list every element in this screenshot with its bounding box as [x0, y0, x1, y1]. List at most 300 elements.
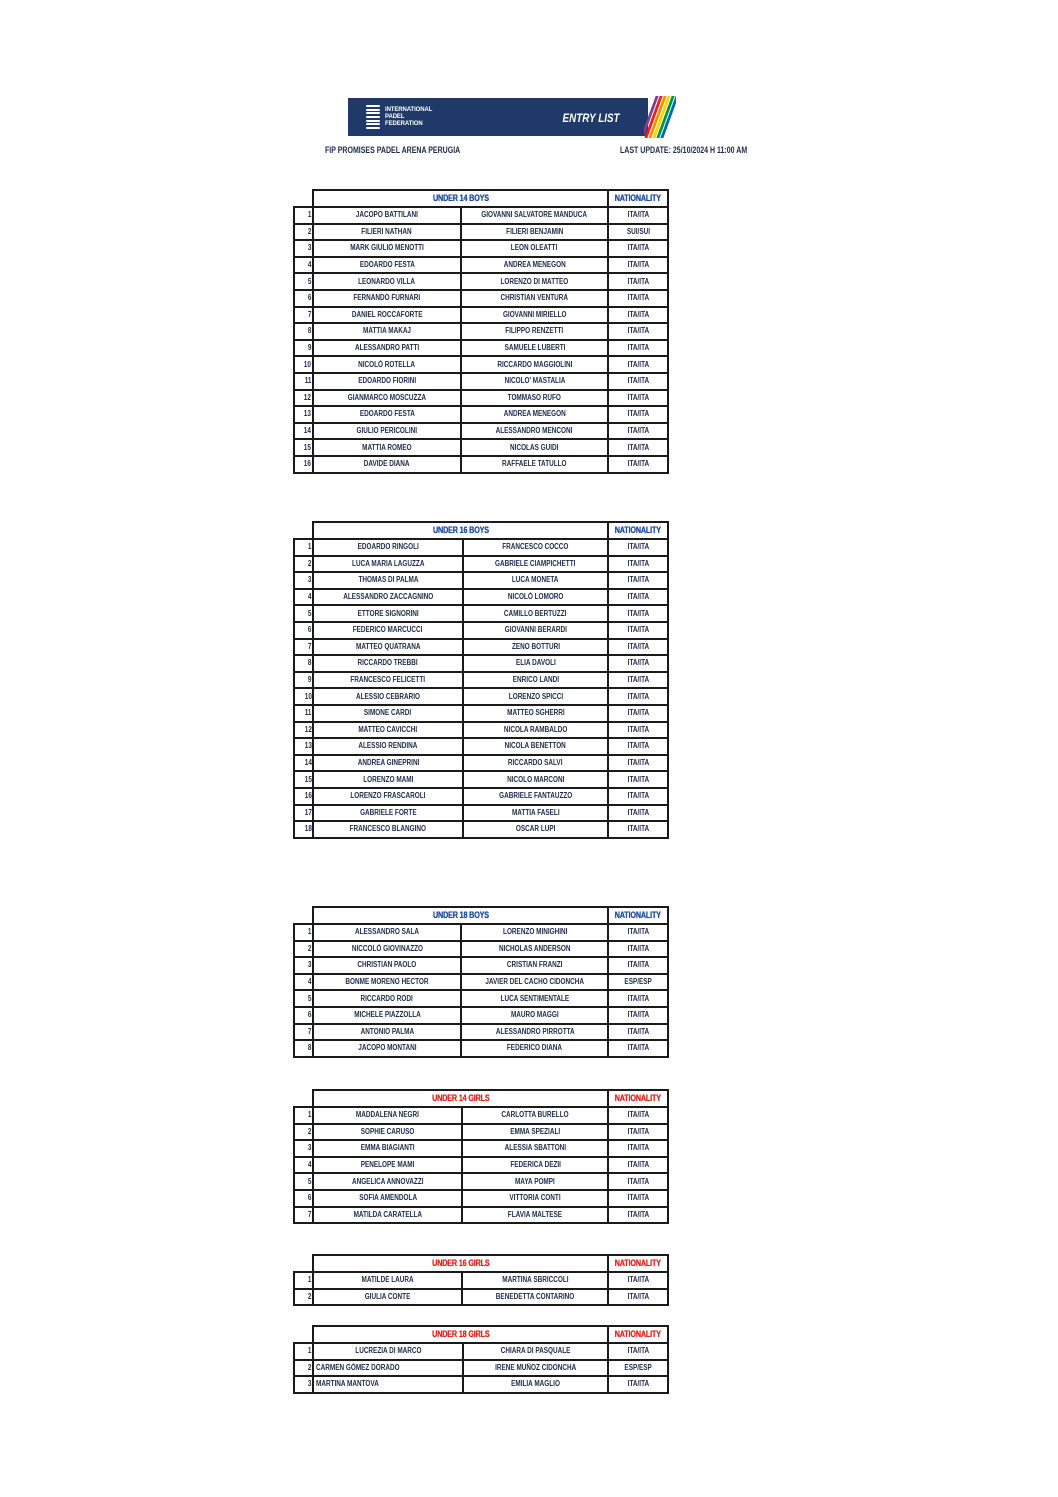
nationality: ITA/ITA — [627, 442, 649, 452]
player-2: FILIERI BENJAMIN — [505, 226, 564, 236]
player-2-cell — [462, 1190, 608, 1207]
player-1-cell — [313, 821, 462, 838]
nationality: ITA/ITA — [627, 608, 649, 618]
player-2: LUCA MONETA — [512, 575, 559, 585]
player-2-cell — [461, 257, 609, 274]
player-2-cell — [463, 556, 609, 573]
row-number-cell — [294, 1107, 313, 1124]
player-1: NICOLÒ ROTELLA — [358, 359, 416, 369]
entry-table-under-14-girls — [293, 1089, 669, 1224]
player-1-cell — [313, 273, 460, 290]
player-2: GIOVANNI MIRIELLO — [502, 309, 567, 319]
nationality-cell — [608, 1107, 668, 1124]
table-row — [294, 323, 668, 340]
nationality: ITA/ITA — [627, 1379, 649, 1389]
player-2: MATTIA FASELI — [511, 807, 560, 817]
nationality-cell — [608, 1007, 668, 1024]
player-2: FILIPPO RENZETTI — [505, 326, 564, 336]
player-1: LEONARDO VILLA — [358, 276, 416, 286]
player-1: ALESSIO RENDINA — [358, 741, 418, 751]
org-line-3: FEDERATION — [385, 120, 423, 127]
nationality-cell — [608, 390, 668, 407]
row-number: 2 — [307, 1291, 312, 1301]
player-1-cell — [313, 805, 462, 822]
row-number: 10 — [304, 359, 312, 369]
table-row — [294, 1343, 668, 1360]
row-number: 7 — [307, 309, 312, 319]
player-2: MAURO MAGGI — [510, 1010, 559, 1020]
table-row — [294, 788, 668, 805]
player-2-cell — [463, 688, 609, 705]
player-1: FRANCESCO FELICETTI — [350, 675, 426, 685]
row-number-cell — [294, 974, 313, 991]
player-2-cell — [462, 1207, 608, 1224]
player-2: GABRIELE FANTAUZZO — [498, 791, 573, 801]
player-2: GIOVANNI SALVATORE MANDUCA — [481, 210, 588, 220]
player-2: NICOLAS GUIDI — [510, 442, 559, 452]
category-title — [313, 190, 608, 207]
player-2-cell — [461, 941, 608, 958]
nationality: ESP/ESP — [624, 977, 652, 987]
table-row — [294, 990, 668, 1007]
player-2-cell — [463, 1376, 608, 1393]
nationality-cell — [608, 672, 668, 689]
row-number-cell — [294, 390, 313, 407]
row-number-cell — [294, 1124, 313, 1141]
category-title — [313, 907, 608, 924]
nationality-cell — [608, 1140, 668, 1157]
color-stripes-decoration — [644, 96, 676, 138]
player-2-cell — [463, 788, 609, 805]
player-1-cell — [313, 406, 460, 423]
player-1-cell — [313, 1040, 461, 1057]
table-row — [294, 1157, 668, 1174]
nationality: ITA/ITA — [627, 409, 649, 419]
table-row — [294, 273, 668, 290]
player-1-cell — [313, 456, 460, 473]
nationality: ITA/ITA — [627, 691, 649, 701]
nationality-header-text: NATIONALITY — [615, 525, 662, 535]
nationality-cell — [608, 572, 668, 589]
player-1-cell — [313, 1157, 462, 1174]
nationality: ITA/ITA — [627, 791, 649, 801]
nationality: SUI/SUI — [626, 226, 650, 236]
player-1-cell — [313, 688, 462, 705]
row-number: 4 — [307, 592, 312, 602]
row-number: 8 — [307, 1043, 311, 1053]
header-blank-cell — [294, 1326, 313, 1343]
table-row — [294, 390, 668, 407]
nationality-cell — [608, 456, 668, 473]
nationality-cell — [608, 771, 668, 788]
player-1-cell — [313, 1140, 462, 1157]
row-number-cell — [294, 273, 313, 290]
player-1-cell — [313, 1173, 462, 1190]
row-number-cell — [294, 257, 313, 274]
nationality-cell — [608, 1024, 668, 1041]
nationality: ITA/ITA — [627, 575, 649, 585]
player-1: ETTORE SIGNORINI — [357, 608, 419, 618]
player-1: FEDERICO MARCUCCI — [353, 625, 423, 635]
player-1-cell — [313, 941, 461, 958]
nationality: ITA/ITA — [627, 309, 649, 319]
player-1-cell — [313, 207, 460, 224]
nationality-cell — [608, 307, 668, 324]
nationality-cell — [608, 738, 668, 755]
row-number-cell — [294, 439, 313, 456]
nationality-cell — [608, 207, 668, 224]
player-2: LORENZO MINIGHINI — [502, 927, 567, 937]
player-2-cell — [463, 639, 609, 656]
player-2: LEON OLEATTI — [511, 243, 558, 253]
row-number: 2 — [307, 1362, 311, 1372]
row-number-cell — [294, 957, 313, 974]
player-1-cell — [313, 390, 460, 407]
nationality: ITA/ITA — [627, 927, 649, 937]
player-1-cell — [313, 755, 462, 772]
player-1-cell — [313, 323, 460, 340]
nationality-header-text: NATIONALITY — [615, 1093, 662, 1103]
nationality-cell — [608, 589, 668, 606]
row-number-cell — [294, 722, 313, 739]
row-number-cell — [294, 990, 313, 1007]
table-row — [294, 941, 668, 958]
category-title — [313, 1326, 608, 1343]
nationality-cell — [608, 257, 668, 274]
player-1: ANGELICA ANNOVAZZI — [352, 1176, 424, 1186]
row-number: 8 — [307, 326, 312, 336]
player-1-cell — [313, 639, 462, 656]
player-2-cell — [462, 1157, 608, 1174]
player-2: LORENZO DI MATTEO — [500, 276, 569, 286]
player-2: RAFFAELE TATULLO — [502, 459, 567, 469]
header-blank-cell — [294, 522, 313, 539]
player-2: GIOVANNI BERARDI — [504, 625, 567, 635]
header-blank-cell — [294, 1090, 313, 1107]
nationality-cell — [608, 821, 668, 838]
player-1-cell — [313, 307, 460, 324]
row-number: 8 — [307, 658, 312, 668]
table-row — [294, 1173, 668, 1190]
table-header-row — [294, 1090, 668, 1107]
table-row — [294, 672, 668, 689]
player-1: MARK GIULIO MENOTTI — [350, 243, 424, 253]
header-blank-cell — [294, 1255, 313, 1272]
row-number-cell — [294, 821, 313, 838]
player-2-cell — [461, 224, 609, 241]
player-1: FILIERI NATHAN — [361, 226, 413, 236]
nationality-cell — [608, 1343, 668, 1360]
nationality-header — [608, 522, 668, 539]
nationality: ITA/ITA — [627, 1160, 649, 1170]
nationality-cell — [608, 1124, 668, 1141]
player-1: JACOPO BATTILANI — [355, 210, 419, 220]
nationality-cell — [608, 240, 668, 257]
table-row — [294, 957, 668, 974]
table-row — [294, 821, 668, 838]
row-number-cell — [294, 1040, 313, 1057]
player-1-cell — [313, 672, 462, 689]
table-row — [294, 406, 668, 423]
table-row — [294, 688, 668, 705]
nationality-cell — [608, 788, 668, 805]
player-2-cell — [461, 974, 608, 991]
table-row — [294, 207, 668, 224]
player-1: NICCOLÒ GIOVINAZZO — [351, 943, 423, 953]
table-row — [294, 1376, 668, 1393]
row-number: 15 — [304, 442, 312, 452]
player-2: CHRISTIAN VENTURA — [500, 293, 569, 303]
nationality-header — [608, 907, 668, 924]
player-1-cell — [313, 1190, 462, 1207]
nationality-cell — [608, 539, 668, 556]
row-number: 14 — [304, 426, 312, 436]
nationality: ITA/ITA — [627, 641, 649, 651]
table-row — [294, 605, 668, 622]
row-number-cell — [294, 224, 313, 241]
row-number: 5 — [307, 276, 312, 286]
nationality: ITA/ITA — [627, 824, 649, 834]
nationality: ITA/ITA — [627, 774, 649, 784]
player-1-cell — [313, 1024, 461, 1041]
player-1-cell — [313, 240, 460, 257]
player-1: GIULIO PERICOLINI — [356, 426, 418, 436]
row-number-cell — [294, 240, 313, 257]
player-2-cell — [463, 572, 609, 589]
player-2: MAYA POMPI — [515, 1176, 556, 1186]
player-2: CAMILLO BERTUZZI — [504, 608, 567, 618]
player-2-cell — [461, 273, 609, 290]
nationality-cell — [608, 688, 668, 705]
player-1: CHRISTIAN PAOLO — [357, 960, 417, 970]
nationality-cell — [608, 439, 668, 456]
table-row — [294, 1007, 668, 1024]
table-header-row — [294, 907, 668, 924]
table-header-row — [294, 190, 668, 207]
player-2: NICHOLAS ANDERSON — [499, 943, 571, 953]
player-1: ANTONIO PALMA — [360, 1026, 414, 1036]
row-number-cell — [294, 941, 313, 958]
table-row — [294, 1360, 668, 1377]
row-number: 6 — [307, 293, 312, 303]
nationality-cell — [608, 655, 668, 672]
table-row — [294, 456, 668, 473]
row-number-cell — [294, 356, 313, 373]
player-1-cell — [313, 990, 461, 1007]
row-number-cell — [294, 705, 313, 722]
nationality: ITA/ITA — [627, 960, 649, 970]
player-2-cell — [461, 439, 609, 456]
player-1-cell — [313, 738, 462, 755]
player-2-cell — [461, 1007, 608, 1024]
tournament-name: FIP PROMISES PADEL ARENA PERUGIA — [325, 145, 461, 155]
player-2-cell — [461, 356, 609, 373]
nationality: ITA/ITA — [627, 243, 649, 253]
player-2-cell — [463, 805, 609, 822]
player-2-cell — [461, 373, 609, 390]
category-title-text: UNDER 18 BOYS — [432, 910, 489, 920]
player-1: RICCARDO TREBBI — [357, 658, 419, 668]
row-number: 12 — [304, 724, 312, 734]
player-1: EMMA BIAGIANTI — [360, 1143, 415, 1153]
nationality: ITA/ITA — [627, 1043, 649, 1053]
player-2: NICOLA BENETTON — [504, 741, 567, 751]
player-1: ALESSIO CEBRARIO — [356, 691, 421, 701]
row-number: 1 — [307, 1275, 312, 1285]
player-1-cell — [313, 1376, 463, 1393]
table-row — [294, 1272, 668, 1289]
table-row — [294, 307, 668, 324]
nationality-cell — [608, 356, 668, 373]
entry-list-banner — [348, 96, 676, 138]
table-row — [294, 290, 668, 307]
org-line-2: PADEL — [385, 113, 405, 120]
row-number-cell — [294, 556, 313, 573]
nationality-header-text: NATIONALITY — [615, 1258, 662, 1268]
row-number: 16 — [304, 459, 312, 469]
player-2-cell — [461, 456, 609, 473]
table-row — [294, 439, 668, 456]
table-row — [294, 722, 668, 739]
player-1: MARTINA MANTOVA — [315, 1379, 379, 1389]
nationality: ITA/ITA — [627, 724, 649, 734]
player-1-cell — [313, 1207, 462, 1224]
player-1: MATILDE LAURA — [361, 1275, 414, 1285]
row-number: 2 — [307, 226, 312, 236]
category-title-text: UNDER 14 BOYS — [432, 193, 489, 203]
player-1-cell — [313, 605, 462, 622]
player-2: RICCARDO MAGGIOLINI — [496, 359, 573, 369]
table-row — [294, 572, 668, 589]
entry-table-under-18-boys — [293, 906, 669, 1058]
nationality-cell — [608, 224, 668, 241]
player-1: DANIEL ROCCAFORTE — [351, 309, 423, 319]
row-number-cell — [294, 340, 313, 357]
player-1: MATTIA MAKAJ — [362, 326, 411, 336]
nationality: ITA/ITA — [627, 625, 649, 635]
player-1: DAVIDE DIANA — [364, 459, 410, 469]
nationality: ITA/ITA — [627, 260, 649, 270]
row-number-cell — [294, 323, 313, 340]
player-1: MADDALENA NEGRI — [356, 1110, 420, 1120]
player-2-cell — [461, 340, 609, 357]
player-2: MATTEO SGHERRI — [506, 708, 565, 718]
nationality-cell — [608, 705, 668, 722]
row-number-cell — [294, 373, 313, 390]
player-2: GABRIELE CIAMPICHETTI — [495, 558, 576, 568]
player-1: LUCREZIA DI MARCO — [354, 1346, 422, 1356]
row-number: 1 — [307, 1110, 312, 1120]
row-number: 3 — [307, 1143, 312, 1153]
nationality: ITA/ITA — [627, 376, 649, 386]
player-1: GIULIA CONTE — [364, 1291, 411, 1301]
player-2-cell — [463, 622, 609, 639]
player-1: EDOARDO FESTA — [359, 260, 415, 270]
player-1: RICCARDO RODI — [360, 993, 414, 1003]
player-2: RICCARDO SALVI — [508, 758, 563, 768]
player-2: FLAVIA MALTESE — [508, 1209, 563, 1219]
row-number-cell — [294, 1140, 313, 1157]
player-2: EMMA SPEZIALI — [510, 1126, 561, 1136]
player-2-cell — [462, 1124, 608, 1141]
player-1-cell — [313, 423, 460, 440]
player-1-cell — [313, 924, 461, 941]
player-2-cell — [463, 705, 609, 722]
nationality: ITA/ITA — [627, 592, 649, 602]
nationality-cell — [608, 406, 668, 423]
category-title — [313, 522, 608, 539]
row-number: 11 — [304, 708, 312, 718]
table-row — [294, 924, 668, 941]
player-2: FEDERICA DEZII — [510, 1160, 561, 1170]
player-2-cell — [461, 423, 609, 440]
player-2: TOMMASO RUFO — [507, 392, 562, 402]
nationality-cell — [608, 639, 668, 656]
player-2-cell — [461, 1040, 608, 1057]
row-number-cell — [294, 1190, 313, 1207]
category-title — [313, 1255, 608, 1272]
nationality: ITA/ITA — [627, 210, 649, 220]
row-number-cell — [294, 655, 313, 672]
row-number-cell — [294, 1157, 313, 1174]
row-number-cell — [294, 924, 313, 941]
row-number-cell — [294, 572, 313, 589]
row-number: 6 — [307, 625, 312, 635]
row-number: 9 — [307, 343, 312, 353]
player-1-cell — [313, 655, 462, 672]
nationality-cell — [608, 290, 668, 307]
nationality-cell — [608, 1376, 668, 1393]
nationality: ITA/ITA — [627, 993, 649, 1003]
player-1: EDOARDO FESTA — [359, 409, 415, 419]
row-number: 5 — [307, 1176, 312, 1186]
player-2: VITTORIA CONTI — [509, 1193, 561, 1203]
table-row — [294, 1124, 668, 1141]
row-number-cell — [294, 688, 313, 705]
player-1: MICHELE PIAZZOLLA — [353, 1010, 421, 1020]
nationality-cell — [608, 556, 668, 573]
nationality: ITA/ITA — [627, 1026, 649, 1036]
row-number-cell — [294, 423, 313, 440]
row-number: 5 — [307, 608, 312, 618]
nationality: ITA/ITA — [627, 1176, 649, 1186]
nationality-cell — [608, 805, 668, 822]
player-2-cell — [462, 1140, 608, 1157]
player-1-cell — [313, 974, 461, 991]
player-2-cell — [461, 390, 609, 407]
category-title-text: UNDER 16 BOYS — [432, 525, 489, 535]
nationality-cell — [608, 755, 668, 772]
nationality: ITA/ITA — [627, 675, 649, 685]
player-2-cell — [463, 672, 609, 689]
nationality-cell — [608, 1157, 668, 1174]
player-2: NICOLÒ LOMORO — [507, 592, 564, 602]
player-2: ELIA DAVOLI — [515, 658, 556, 668]
player-1-cell — [313, 340, 460, 357]
player-1: ALESSANDRO ZACCAGNINO — [343, 592, 434, 602]
player-2: FRANCESCO COCCO — [502, 542, 569, 552]
row-number: 3 — [307, 243, 312, 253]
player-1-cell — [313, 257, 460, 274]
player-2-cell — [463, 1360, 608, 1377]
header-blank-cell — [294, 907, 313, 924]
row-number-cell — [294, 589, 313, 606]
player-2-cell — [462, 1289, 609, 1306]
player-2: CRISTIAN FRANZI — [507, 960, 563, 970]
nationality-header-text: NATIONALITY — [615, 193, 662, 203]
row-number: 7 — [307, 641, 312, 651]
nationality-cell — [608, 323, 668, 340]
